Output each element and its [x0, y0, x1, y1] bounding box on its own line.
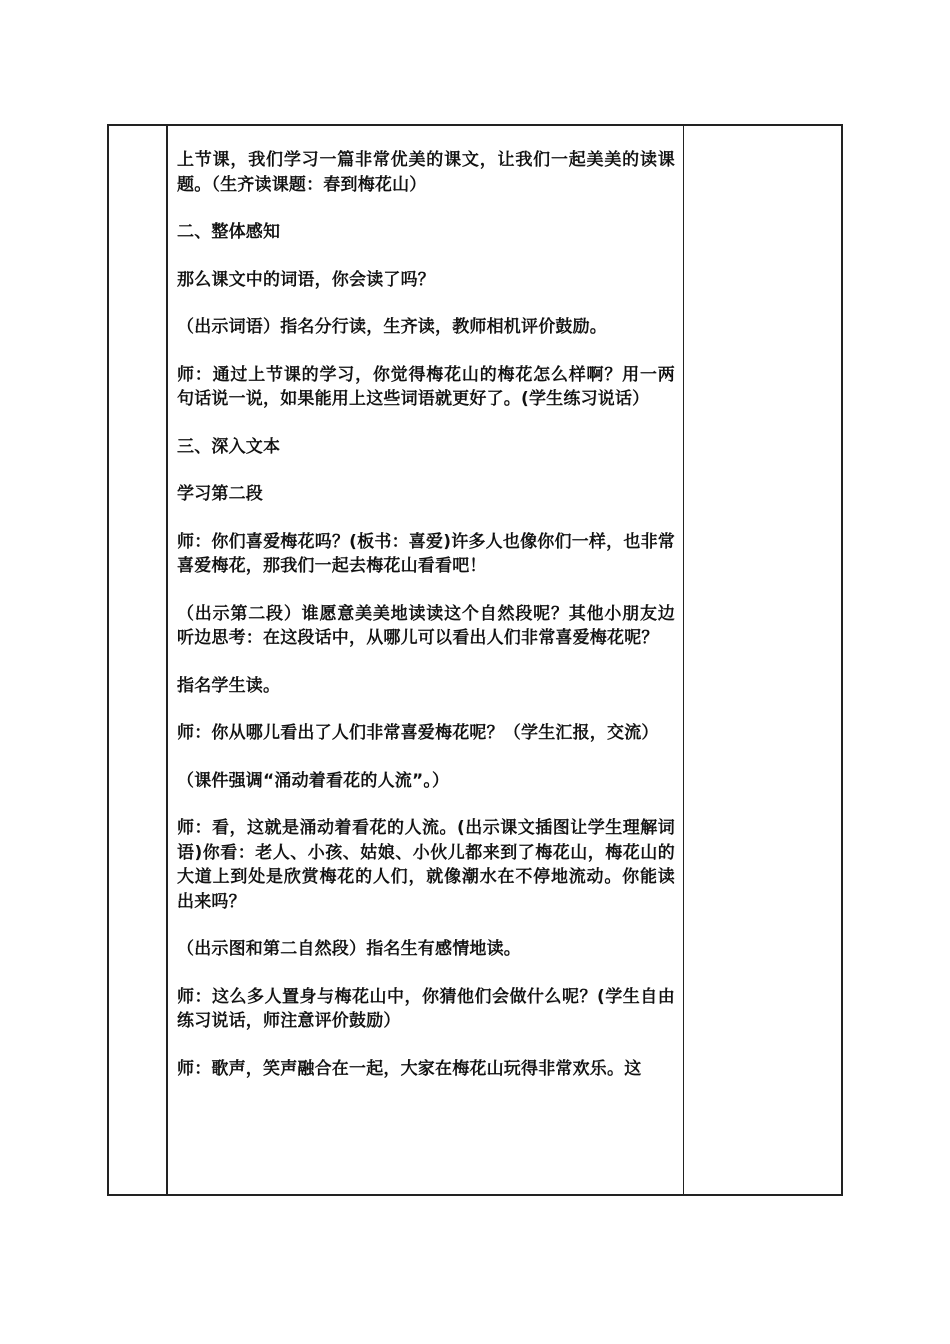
- subheading-second-paragraph: 学习第二段: [177, 484, 263, 504]
- paragraph-crowd-explanation: 师：看，这就是涌动着看花的人流。(出示课文插图让学生理解词语)你看：老人、小孩、姑娘、小伙儿都来到了梅花山，梅花山的大道上到处是欣赏梅花的人们，就像潮水在不停地流动。你能读出来吗？: [177, 818, 675, 912]
- table-right-border: [841, 124, 843, 1196]
- paragraph-show-second: （出示第二段）谁愿意美美地读读这个自然段呢？其他小朋友边听边思考：在这段话中，从哪儿可以看出人们非常喜爱梅花呢？: [177, 603, 675, 648]
- paragraph-teacher-question-1: 师：通过上节课的学习，你觉得梅花山的梅花怎么样啊？用一两句话说一说，如果能用上这些词语就更好了。(学生练习说话）: [177, 364, 675, 409]
- paragraph-courseware-emphasis: （课件强调“涌动着看花的人流”。）: [177, 770, 450, 791]
- section-heading-deep: 三、深入文本: [177, 436, 281, 457]
- paragraph-review: 上节课，我们学习一篇非常优美的课文，让我们一起美美的读课题。（生齐读课题：春到梅花山）: [177, 150, 675, 195]
- table-column-divider-1: [166, 124, 168, 1196]
- paragraph-vocab-question: 那么课文中的词语，你会读了吗？: [177, 269, 435, 290]
- table-column-divider-2: [683, 124, 684, 1196]
- paragraph-show-picture: （出示图和第二自然段）指名生有感情地读。: [177, 939, 521, 959]
- section-heading-overall: 二、整体感知: [177, 222, 281, 242]
- paragraph-teacher-question-2: 师：你们喜爱梅花吗？(板书：喜爱)许多人也像你们一样，也非常喜爱梅花，那我们一起去梅花山看看吧！: [177, 531, 675, 576]
- paragraph-teacher-question-4: 师：这么多人置身与梅花山中，你猜他们会做什么呢？(学生自由练习说话，师注意评价鼓励）: [177, 986, 675, 1031]
- paragraph-vocab-reading: （出示词语）指名分行读，生齐读，教师相机评价鼓励。: [177, 317, 607, 337]
- paragraph-singing-laughter: 师：歌声，笑声融合在一起，大家在梅花山玩得非常欢乐。这: [177, 1058, 642, 1079]
- paragraph-student-read: 指名学生读。: [177, 675, 281, 696]
- paragraph-teacher-question-3: 师：你从哪儿看出了人们非常喜爱梅花呢？（学生汇报，交流）: [177, 723, 659, 743]
- lesson-content-cell: [177, 148, 675, 1190]
- table-left-border: [107, 124, 109, 1196]
